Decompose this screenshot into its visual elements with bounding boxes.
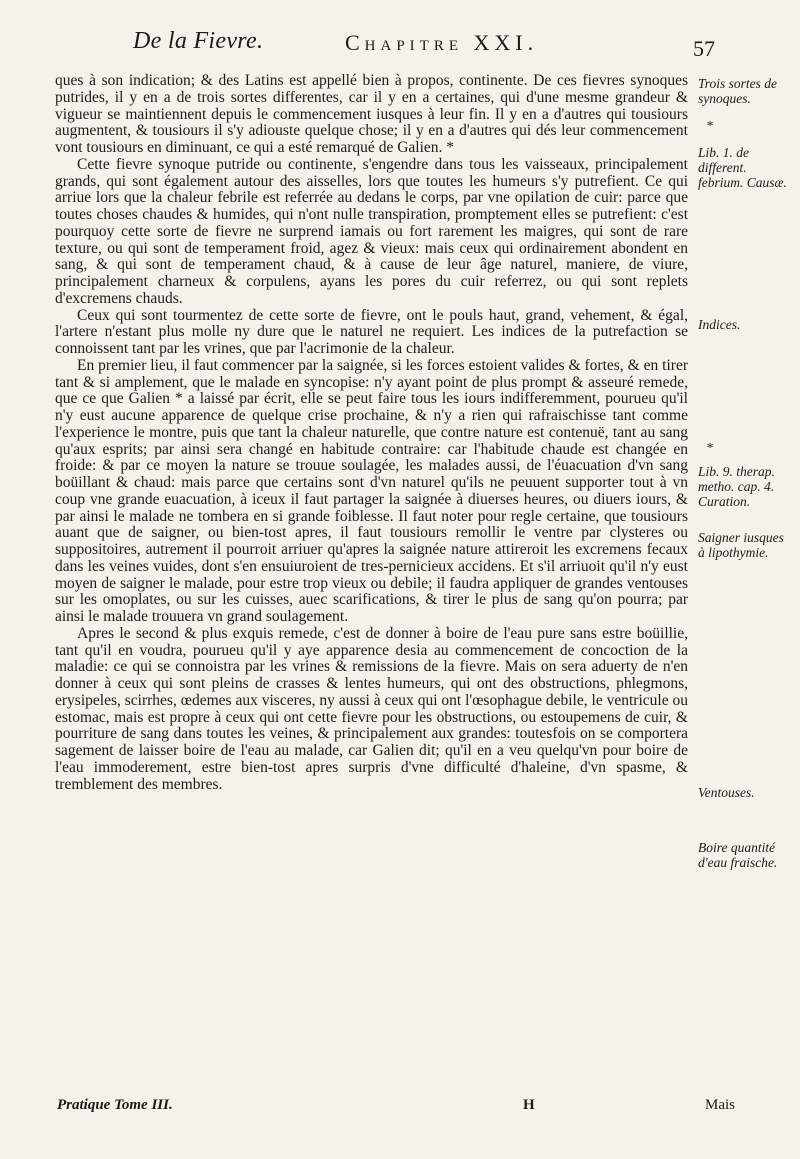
main-text: [55, 73, 688, 793]
margin-asterisk: *: [706, 440, 713, 455]
page-footer: [55, 1097, 745, 1119]
chapter-heading: Chapitre XXI.: [345, 30, 539, 55]
margin-note: Saigner iusques à lipothymie.: [698, 530, 784, 560]
margin-note: Indices.: [698, 317, 741, 332]
running-header: [55, 28, 745, 62]
margin-note: Lib. 9. therap. metho. cap. 4. Curation.: [698, 464, 775, 509]
margin-note: Trois sortes de synoques.: [698, 76, 778, 106]
margin-note: Boire quantité d'eau fraische.: [698, 840, 778, 870]
signature-mark: H: [523, 1097, 535, 1113]
paragraph: Ceux qui sont tourmentez de cette sorte de fievre, ont le pouls haut, grand, vehement, & égal, l'artere n'estant plus molle ny dure que le naturel ne requiert. Les indices de la putrefaction se connoissent tant par les vrines, que par l'acrimonie de la chaleur.: [55, 306, 688, 357]
margin-note: Ventouses.: [698, 785, 755, 800]
margin-note: Lib. 1. de different. febrium. Causæ.: [698, 145, 787, 190]
paragraph: ques à son indication; & des Latins est appellé bien à propos, continente. De ces fievres synoques putrides, il y en a de trois sortes differentes, car il y en a certaines, qui d'une mesme grandeur & vigueur se maintiennent depuis le commencement iusques à leur fin. Il y en a d'autres qui tousiours augmentent, & tousiours il s'y adiouste quelque chose; il y en a d'autres qui dés leur commencement vont tousiours en diminuant, ce qui a esté remarqué de Galien. *: [55, 72, 688, 156]
running-title: De la Fievre.: [133, 28, 264, 54]
paragraph: En premier lieu, il faut commencer par la saignée, si les forces estoient valides & fortes, & en tirer tant & si amplement, que le malade en syncopise: n'y ayant point de plus prompt & asseuré remede, que ce que Galien * a laissé par écrit, elle se peut faire tous les iours indifferemment, pourueu qu'il n'y eust aucune apparence de quelque crise prochaine, & n'y a rien qui rafraischisse tant comme l'experience le montre, puis que tant la chaleur naturelle, que contre nature est contenuë, tant au sang qu'aux esprits; par ainsi sera changé en habitude contraire: car l'habitude chaude est changée en froide: & par ce moyen la nature se trouue soulagée, les malades aussi, de l'éuacuation d'vn sang boüillant & chaud: mais parce que certains sont d'vn naturel qu'ils ne peuuent supporter tout à vn coup vne grande euacuation, à iceux il faut partager la saignée à diuerses heures, ou diuers iours, & par ainsi le malade ne tombera en si grande foiblesse. Il faut noter pour regle certaine, que tousiours auant que de saigner, ou bien-tost apres, il faut tousiours remollir le ventre par clysteres ou suppositoires, autrement il pourroit arriuer qu'apres la saignée nature attireroit les excremens fecaux dans les veines vuides, dont s'en ensuiuroient de tres-pernicieux accidens. Et s'il arriuoit qu'il n'y eust moyen de saigner le malade, pour estre trop vieux ou debile; il faudra appliquer de grandes ventouses sur les omoplates, ou sur les cuisses, auec scarifications, & tirer le plus de sang qu'on pourra; par ainsi le malade trouuera vn grand soulagement.: [55, 356, 688, 625]
page-number: 57: [693, 36, 715, 61]
catchword: Mais: [705, 1097, 735, 1113]
paragraph: Apres le second & plus exquis remede, c'est de donner à boire de l'eau pure sans estre boüillie, tant qu'il en voudra, pourueu qu'il y aye apparence desia au commencement de concoction de la maladie: ce qui se connoistra par les vrines & remissions de la fievre. Mais on sera aduerty de n'en donner à ceux qui sont pleins de crasses & lentes humeurs, qui ont des obstructions, phlegmons, erysipeles, scirrhes, œdemes aux visceres, ny aussi à ceux qui ont l'œsophague debile, le ventricule ou estomac, mais est propre à ceux qui ont cette fievre pour les obstructions, ou estoupemens de cuir, & pourriture de sang dans toutes les veines, & principalement aux grandes: toutesfois on se comportera sagement de laisser boire de l'eau au malade, car Galien dit; qu'il en a veu quelqu'vn pour boire de l'eau immoderement, estre bien-tost apres surpris d'vne difficulté d'haleine, d'vn spasme, & tremblement des membres.: [55, 624, 688, 793]
margin-asterisk: *: [706, 118, 713, 133]
volume-title: Pratique Tome III.: [57, 1097, 173, 1113]
paragraph: Cette fievre synoque putride ou continente, s'engendre dans tous les vaisseaux, principalement grands, qui sont également autour des aisselles, lors que toutes les humeurs s'y putrefient. Ce qui arriue lors que la chaleur febrile est referrée au dedans le corps, par vne opilation de cuir: parce que toutes choses chaudes & humides, qui n'ont nulle transpiration, promptement elles se putrefient: c'est pourquoy cette sorte de fievre ne surprend iamais ou fort rarement les maigres, qui sont de rare texture, ou qui sont de temperament froid, agez & vieux: mais ceux qui ordinairement abondent en sang, & qui sont de temperament chaud, & à cause de leur âge naturel, maniere, de viure, principalement charneux & corpulens, ayans les pores du cuir referrez, ou qui sont replets d'excremens chauds.: [55, 155, 688, 307]
